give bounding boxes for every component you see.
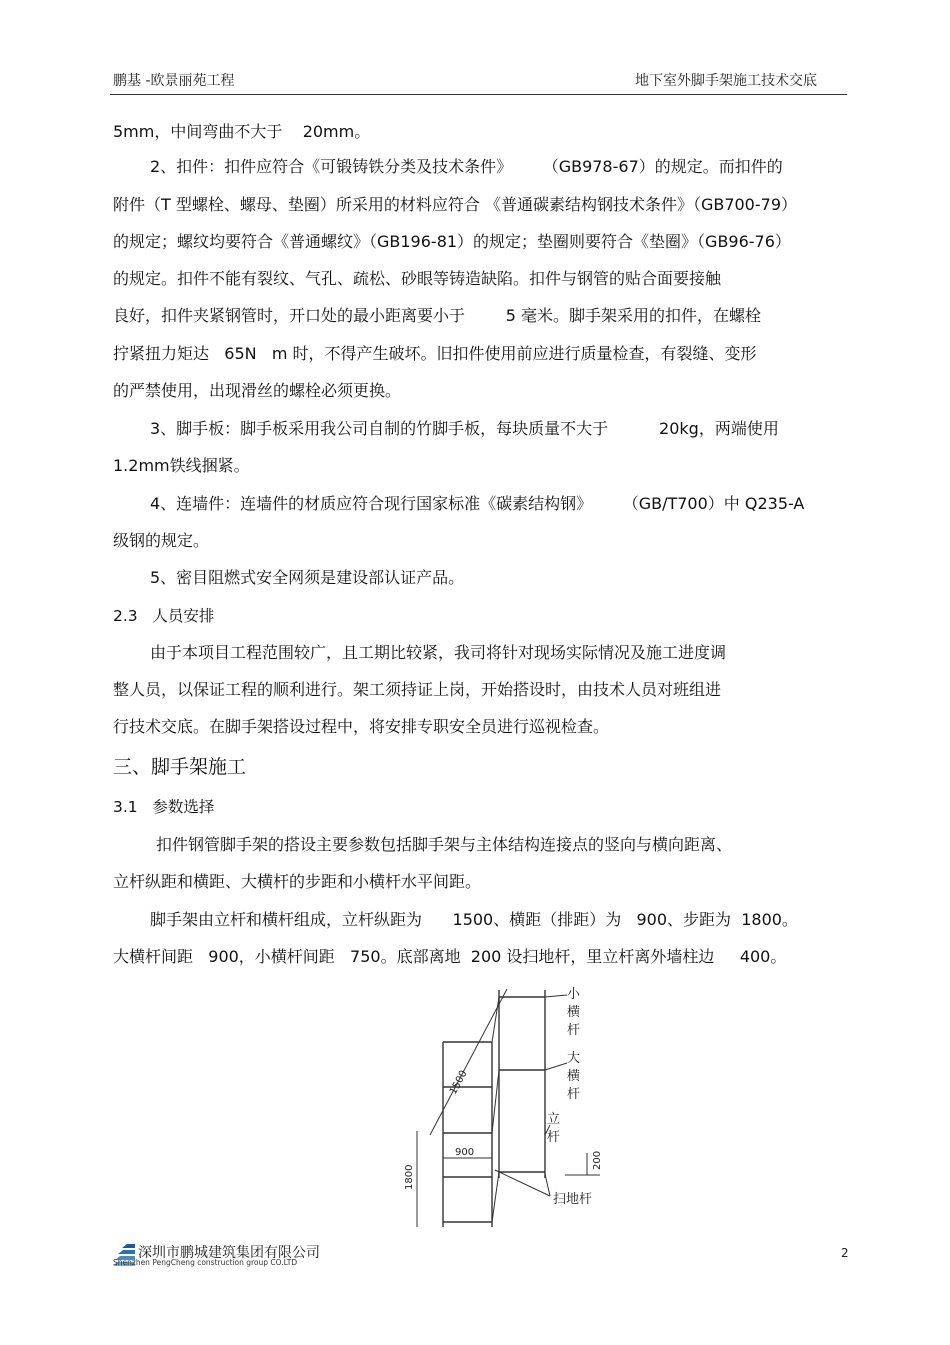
paragraph-line: 行技术交底。在脚手架搭设过程中，将安排专职安全员进行巡视检查。	[113, 717, 610, 736]
paragraph-line: 脚手架由立杆和横杆组成，立杆纵距为 1500、横距（排距）为 900、步距为 1800。	[150, 910, 798, 929]
leader-sweep	[545, 1174, 550, 1196]
paragraph-line: 立杆纵距和横距、大横杆的步距和小横杆水平间距。	[113, 872, 482, 891]
leader-big-bar	[545, 1063, 567, 1070]
paragraph-line: 良好，扣件夹紧钢管时，开口处的最小距离要小于 5 毫米。脚手架采用的扣件，在螺栓	[113, 306, 761, 325]
label-big-bar-1: 大	[567, 1051, 581, 1066]
label-big-bar-3: 杆	[567, 1087, 581, 1102]
chapter-heading-3: 三、脚手架施工	[113, 756, 247, 778]
brace	[492, 997, 499, 1042]
paragraph-line: 级钢的规定。	[113, 531, 210, 550]
paragraph-line: 的规定；螺纹均要符合《普通螺纹》（GB196-81）的规定；垫圈则要符合《垫圈》（GB96-76）	[113, 232, 791, 251]
paragraph-line: 拧紧扭力矩达 65N m 时，不得产生破坏。旧扣件使用前应进行质量检查，有裂缝、变形	[113, 344, 757, 363]
paragraph-line: 的规定。扣件不能有裂纹、气孔、疏松、砂眼等铸造缺陷。扣件与钢管的贴合面要接触	[113, 269, 722, 288]
label-small-bar-1: 小	[567, 987, 581, 1002]
paragraph-line: 扣件钢管脚手架的搭设主要参数包括脚手架与主体结构连接点的竖向与横向距离、	[156, 835, 733, 854]
label-post-1: 立	[547, 1112, 561, 1127]
dimension-1500: 1500	[447, 1068, 470, 1097]
footer-company-en: Shenzhen PengCheng construction group CO.LTD	[113, 1258, 298, 1267]
paragraph-line: 附件（T 型螺栓、螺母、垫圈）所采用的材料应符合 《普通碳素结构钢技术条件》（GB700-79）	[113, 195, 797, 214]
brace	[492, 1172, 499, 1222]
dimension-200: 200	[592, 1150, 603, 1170]
paragraph-line: 整人员，以保证工程的顺利进行。架工须持证上岗，开始搭设时，由技术人员对班组进	[113, 680, 722, 699]
label-big-bar-2: 横	[567, 1069, 581, 1084]
paragraph-line: 的严禁使用，出现滑丝的螺栓必须更换。	[113, 381, 402, 400]
leader-sweep	[495, 1170, 550, 1196]
footer-company-cn: 深圳市鹏城建筑集团有限公司	[138, 1245, 320, 1261]
label-small-bar-2: 横	[567, 1005, 581, 1020]
paragraph-line: 2、扣件：扣件应符合《可锻铸铁分类及技术条件》 （GB978-67）的规定。而扣件的	[150, 157, 783, 176]
paragraph-line: 大横杆间距 900，小横杆间距 750。底部离地 200 设扫地杆，里立杆离外墙柱边 400。	[113, 947, 787, 966]
label-post-2: 杆	[547, 1130, 561, 1145]
dimension-900: 900	[455, 1147, 475, 1158]
page-number: 2	[841, 1246, 849, 1260]
header-doc-title: 地下室外脚手架施工技术交底	[635, 73, 817, 89]
leader-small-bar	[545, 995, 567, 997]
section-heading-3-1: 3.1 参数选择	[113, 798, 215, 816]
header-project: 鹏基 -欧景丽苑工程	[113, 73, 235, 89]
paragraph-line: 4、连墙件：连墙件的材质应符合现行国家标准《碳素结构钢》 （GB/T700）中 Q235-A	[150, 494, 805, 513]
paragraph-line: 由于本项目工程范围较广，且工期比较紧，我司将针对现场实际情况及施工进度调	[150, 643, 727, 662]
section-heading-2-3: 2.3 人员安排	[113, 607, 215, 625]
header-divider	[110, 94, 847, 95]
paragraph-line: 1.2mm铁线捆紧。	[113, 456, 250, 475]
dimension-line-1500	[430, 989, 507, 1135]
label-sweep-bar: 扫地杆	[553, 1192, 593, 1207]
label-small-bar-3: 杆	[567, 1023, 581, 1038]
brace	[492, 1070, 499, 1133]
paragraph-line: 3、脚手板：脚手板采用我公司自制的竹脚手板，每块质量不大于 20kg，两端使用	[150, 419, 779, 438]
scaffold-diagram	[395, 985, 610, 1230]
dimension-1800: 1800	[404, 1164, 415, 1190]
paragraph-line: 5、密目阻燃式安全网须是建设部认证产品。	[150, 568, 465, 587]
paragraph-line: 5mm，中间弯曲不大于 20mm。	[113, 122, 371, 141]
